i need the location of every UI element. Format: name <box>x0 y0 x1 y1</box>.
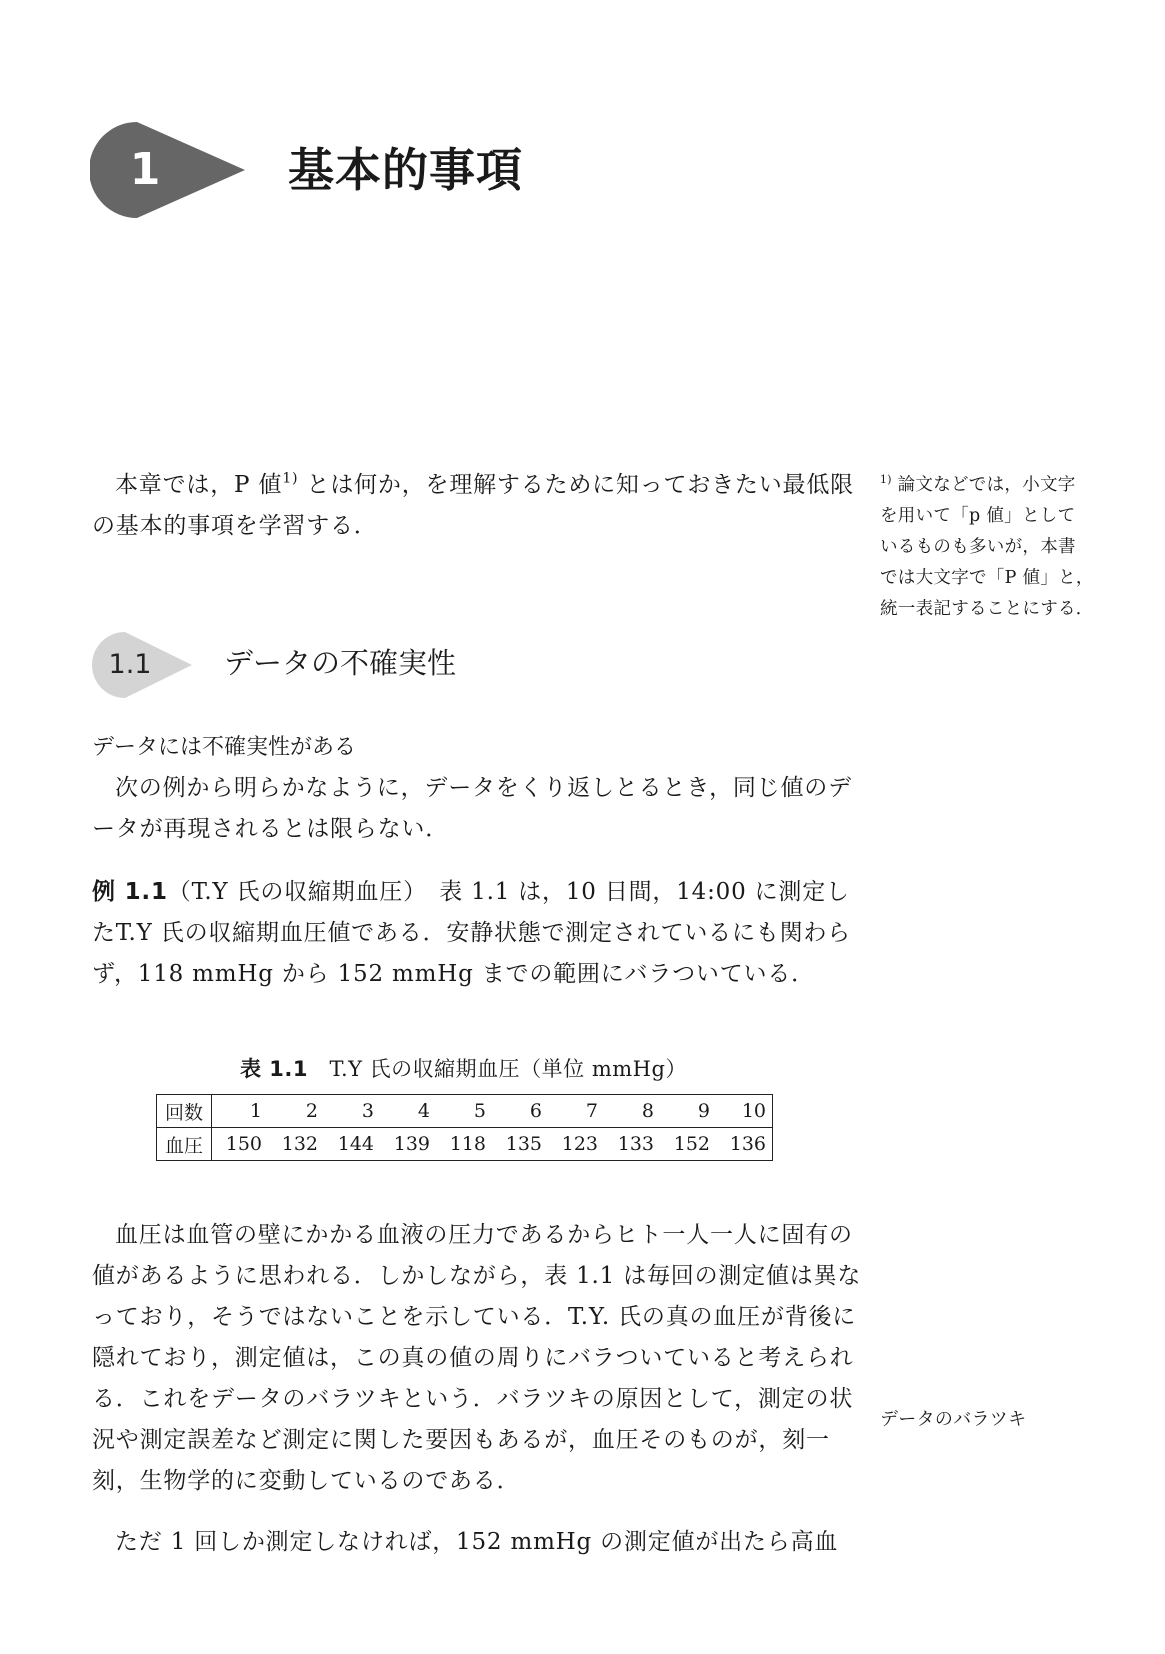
subheading: データには不確実性がある <box>92 735 357 760</box>
table-cell: 9 <box>660 1095 716 1128</box>
chapter-title: 基本的事項 <box>288 143 523 197</box>
blood-pressure-table <box>156 1094 773 1161</box>
chapter-badge <box>90 122 250 222</box>
table-cell: 2 <box>268 1095 324 1128</box>
example-block <box>92 872 862 995</box>
intro-paragraph: 本章では，P 値$^{1)}$ とは何か，を理解するために知っておきたい最低限の基本的事項を学習する． <box>92 470 854 539</box>
table-row <box>157 1128 773 1161</box>
section-title: データの不確実性 <box>224 646 457 680</box>
example-label: 例 1.1 <box>92 879 168 905</box>
table-cell: 133 <box>617 1133 655 1155</box>
row-header: 回数 <box>157 1095 212 1128</box>
key-term: データのバラツキ <box>211 1386 402 1412</box>
table-cell: 135 <box>505 1133 543 1155</box>
table-cell: 10 <box>716 1095 773 1128</box>
example-text: 表 1.1 は，10 日間，14:00 に測定したT.Y 氏の収縮期血圧値である．安静状態で測定されているにも関わらず，118 mmHg から 152 mmHg までの範囲にバラついている． <box>92 879 851 987</box>
table-cell: 123 <box>561 1133 599 1155</box>
table-cell: 5 <box>436 1095 492 1128</box>
table-row <box>157 1095 773 1128</box>
table-cell: 8 <box>604 1095 660 1128</box>
table-cell: 152 <box>673 1133 711 1155</box>
row-header: 血圧 <box>157 1128 212 1161</box>
paragraph-2: 血圧は血管の壁にかかる血液の圧力であるからヒト一人一人に固有の値があるように思われる．しかしながら，表 1.1 は毎回の測定値は異なっており，そうではないことを示している．T.Y. 氏の真の血圧が背後に隠れており，測定値は，この真の値の周りにバラついていると考えられる．これをデータのバラツキという．バラツキの原因として，測定の状況や測定誤差など測定に関した要因もあるが，血圧そのものが，刻一刻，生物学的に変動しているのである． <box>92 1222 862 1494</box>
table-cell: 7 <box>548 1095 604 1128</box>
table-cell: 118 <box>449 1133 487 1155</box>
table-cell: 6 <box>492 1095 548 1128</box>
paragraph-1: 次の例から明らかなように，データをくり返しとるとき，同じ値のデータが再現されるとは限らない． <box>92 775 852 842</box>
chapter-number: 1 <box>129 144 161 195</box>
sidenote-term: データのバラツキ <box>880 1409 1027 1430</box>
section-number: 1.1 <box>108 649 152 680</box>
table-cell: 136 <box>729 1133 767 1155</box>
table-cell: 139 <box>393 1133 431 1155</box>
table-cell: 1 <box>212 1095 269 1128</box>
table-cell: 3 <box>324 1095 380 1128</box>
table-caption: 表 1.1 T.Y 氏の収縮期血圧（単位 mmHg） <box>240 1057 687 1081</box>
table-cell: 132 <box>281 1133 319 1155</box>
table-cell: 150 <box>225 1133 263 1155</box>
table-cell: 4 <box>380 1095 436 1128</box>
sidenote-footnote: $^{1)}$ 論文などでは，小文字 を用いて「p 値」として いるものも多いが，本書 では大文字で「P 値」と， 統一表記することにする． <box>880 472 1094 619</box>
table-cell: 144 <box>337 1133 375 1155</box>
example-title: （T.Y 氏の収縮期血圧） <box>167 879 416 905</box>
footnote-marker[interactable]: 1) <box>282 470 299 487</box>
paragraph-3: ただ 1 回しか測定しなければ，152 mmHg の測定値が出たら高血 <box>115 1529 839 1555</box>
